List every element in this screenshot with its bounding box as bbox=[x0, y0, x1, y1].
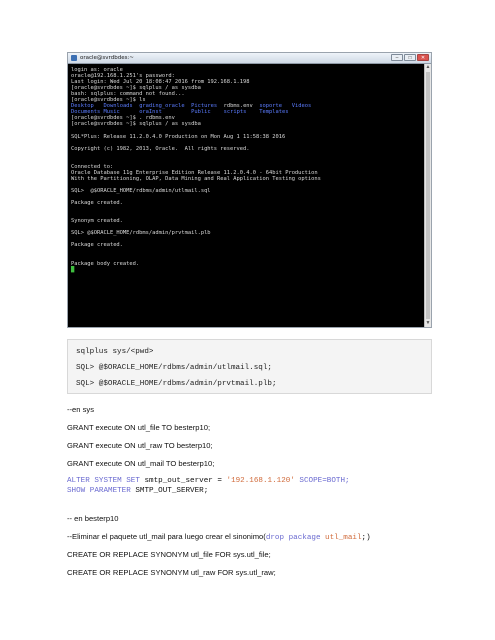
terminal-scrollbar[interactable] bbox=[424, 64, 431, 327]
code-block bbox=[67, 339, 432, 394]
sql-scope: SCOPE=BOTH; bbox=[294, 477, 350, 485]
ls-dir: Downloads bbox=[103, 103, 133, 110]
terminal-line: Package created. bbox=[71, 200, 123, 207]
grant-utl-file: GRANT execute ON utl_file TO besterp10; bbox=[67, 423, 211, 432]
sql-keyword: ALTER SYSTEM SET bbox=[67, 477, 140, 485]
terminal-window[interactable] bbox=[67, 52, 432, 328]
code-line: sqlplus sys/<pwd> bbox=[76, 348, 154, 356]
ls-dir: grading_oracle bbox=[139, 103, 185, 110]
comment-en-besterp: -- en besterp10 bbox=[67, 514, 119, 523]
terminal-line: Oracle Database 11g Enterprise Edition Release 11.2.0.4.0 - 64bit Production bbox=[71, 169, 318, 176]
minimize-button[interactable]: – bbox=[391, 54, 403, 61]
scroll-down-icon[interactable]: ▼ bbox=[425, 320, 431, 326]
alter-system-line bbox=[67, 476, 350, 486]
sql-end: ;) bbox=[361, 534, 371, 542]
sql-param: smtp_out_server = bbox=[139, 477, 227, 485]
grant-utl-mail: GRANT execute ON utl_mail TO besterp10; bbox=[67, 459, 215, 468]
terminal-titlebar[interactable] bbox=[68, 53, 431, 64]
terminal-line: Package created. bbox=[71, 242, 123, 249]
terminal-line: [oracle@svrdbdes ~]$ sqlplus / as sysdba bbox=[71, 85, 201, 92]
terminal-line: [oracle@svrdbdes ~]$ sqlplus / as sysdba bbox=[71, 121, 201, 128]
comment-en-sys: --en sys bbox=[67, 405, 95, 414]
ls-dir: Public bbox=[191, 109, 211, 116]
grant-utl-raw: GRANT execute ON utl_raw TO besterp10; bbox=[67, 441, 213, 450]
terminal-line: bash: sqlplus: command not found... bbox=[71, 91, 185, 98]
eliminar-line bbox=[67, 532, 371, 543]
putty-icon bbox=[71, 55, 77, 61]
terminal-line: Connected to: bbox=[71, 163, 114, 170]
sql-keyword: drop package bbox=[265, 534, 321, 542]
eliminar-text: --Eliminar el paquete utl_mail para luego crear el sinonimo( bbox=[67, 532, 266, 541]
ls-dir: Documents bbox=[71, 109, 101, 116]
sql-param: SMTP_OUT_SERVER; bbox=[130, 487, 209, 495]
close-button[interactable]: ✕ bbox=[417, 54, 429, 61]
synonym-utl-file: CREATE OR REPLACE SYNONYM utl_file FOR sys.utl_file; bbox=[67, 550, 271, 559]
synonym-utl-raw: CREATE OR REPLACE SYNONYM utl_raw FOR sys.utl_raw; bbox=[67, 568, 276, 577]
terminal-line: SQL*Plus: Release 11.2.0.4.0 Production on Mon Aug 1 11:58:38 2016 bbox=[71, 133, 286, 140]
ls-dir: soporte bbox=[259, 103, 283, 110]
scroll-up-icon[interactable]: ▲ bbox=[425, 64, 431, 70]
terminal-line: SQL> @$ORACLE_HOME/rdbms/admin/prvtmail.plb bbox=[71, 230, 211, 237]
terminal-line: Package body created. bbox=[71, 260, 140, 267]
terminal-line: Last login: Wed Jul 20 18:08:47 2016 from 192.168.1.198 bbox=[71, 79, 250, 86]
sql-keyword: SHOW PARAMETER bbox=[67, 487, 131, 495]
ls-file: rdbms.env bbox=[223, 103, 253, 110]
ls-dir: scripts bbox=[223, 109, 247, 116]
terminal-line: Copyright (c) 1982, 2013, Oracle. All rights reserved. bbox=[71, 145, 250, 152]
ls-dir: oraInst bbox=[139, 109, 162, 116]
ls-dir: Videos bbox=[291, 103, 312, 110]
terminal-line: [oracle@svrdbdes ~]$ ls bbox=[71, 97, 146, 104]
ls-dir: Desktop bbox=[71, 103, 94, 110]
terminal-line: login as: oracle bbox=[71, 67, 123, 73]
terminal-line: SQL> @$ORACLE_HOME/rdbms/admin/utlmail.sql bbox=[71, 187, 211, 194]
code-line: SQL> @$ORACLE_HOME/rdbms/admin/prvtmail.plb; bbox=[76, 380, 277, 388]
show-parameter-line bbox=[67, 486, 208, 496]
window-controls bbox=[391, 54, 429, 61]
ls-dir: Music bbox=[103, 109, 120, 116]
ls-dir: Templates bbox=[259, 109, 289, 116]
sql-object: utl_mail bbox=[320, 534, 362, 542]
sql-string: '192.168.1.120' bbox=[226, 477, 295, 485]
terminal-line: oracle@192.168.1.251's password: bbox=[71, 73, 175, 80]
maximize-button[interactable]: □ bbox=[404, 54, 416, 61]
ls-dir: Pictures bbox=[191, 103, 218, 110]
code-line: SQL> @$ORACLE_HOME/rdbms/admin/utlmail.sql; bbox=[76, 364, 272, 372]
terminal-output[interactable] bbox=[68, 64, 424, 327]
terminal-title: oracle@svrdbdes:~ bbox=[80, 55, 134, 61]
terminal-line: [oracle@svrdbdes ~]$ . rdbms.env bbox=[71, 115, 175, 122]
terminal-line: Synonym created. bbox=[71, 218, 123, 225]
cursor-block: █ bbox=[71, 266, 75, 273]
scrollbar-thumb[interactable] bbox=[426, 72, 430, 319]
terminal-line: With the Partitioning, OLAP, Data Mining and Real Application Testing options bbox=[71, 175, 321, 182]
terminal-cursor-line bbox=[71, 267, 421, 273]
